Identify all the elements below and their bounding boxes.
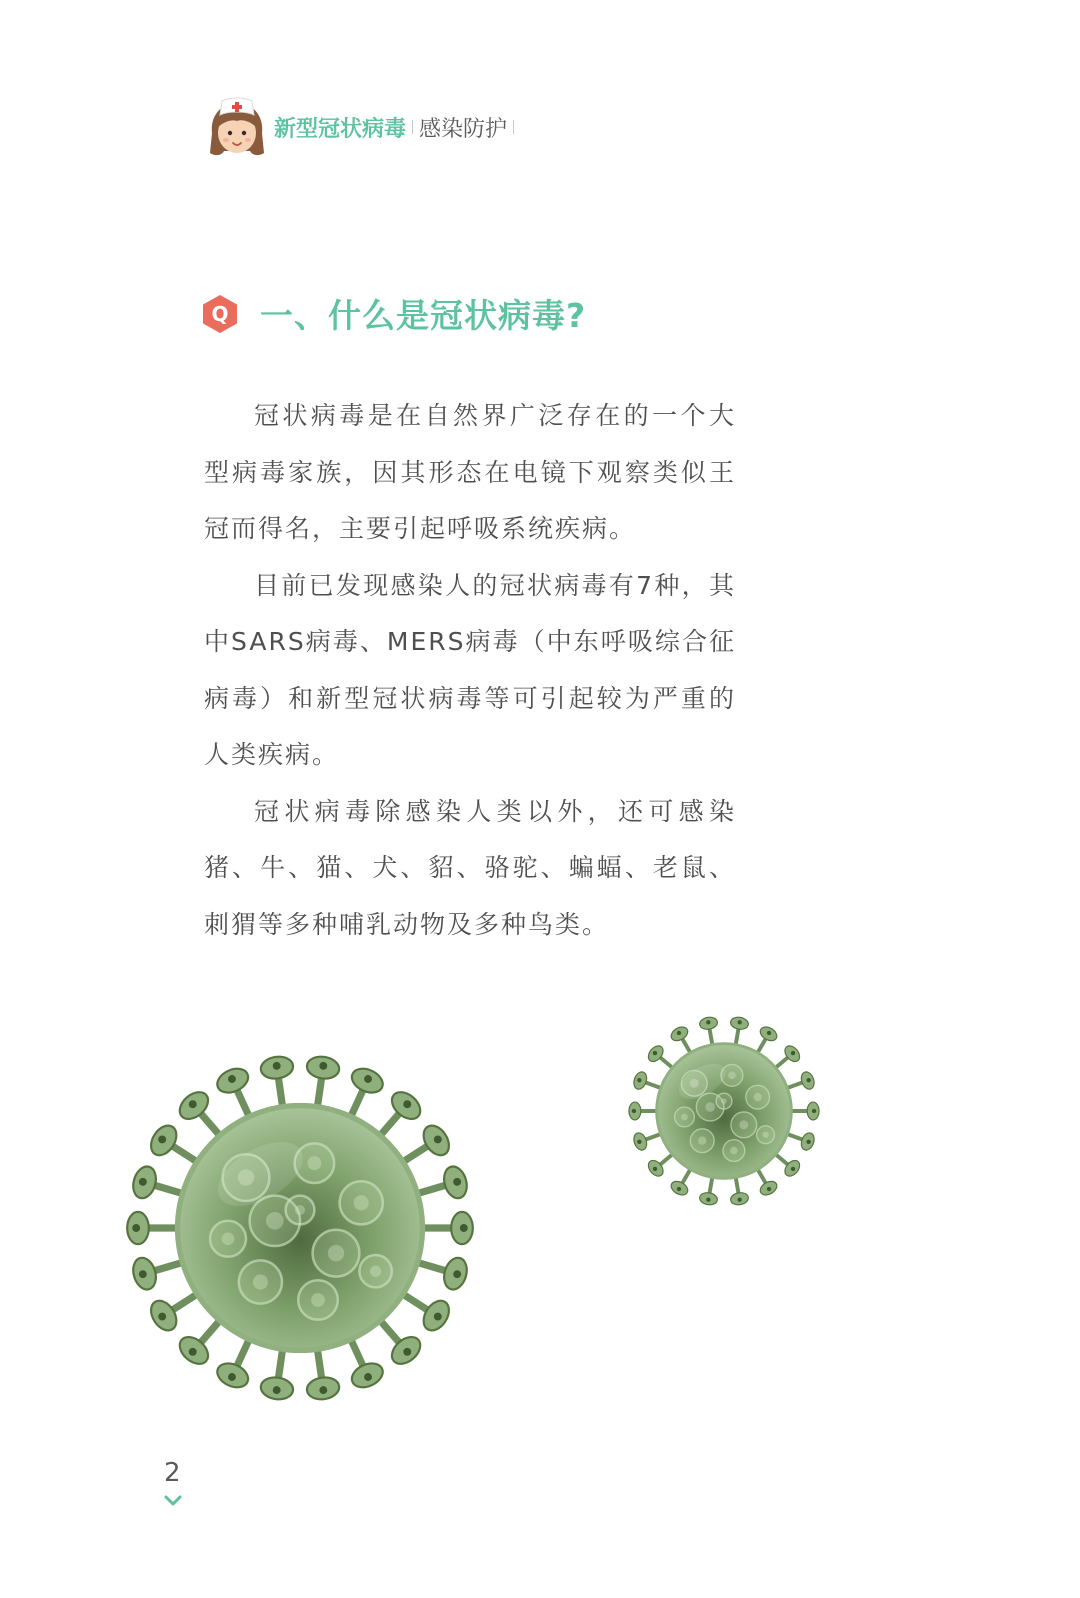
header-divider bbox=[412, 120, 413, 134]
paragraph-definition: 冠状病毒是在自然界广泛存在的一个大型病毒家族，因其形态在电镜下观察类似王冠而得名，主要引起呼吸系统疾病。 bbox=[204, 401, 736, 543]
coronavirus-small-icon bbox=[625, 1012, 823, 1210]
header-divider-end bbox=[513, 120, 514, 134]
paragraph-animal-hosts: 冠状病毒除感染人类以外，还可感染猪、牛、猫、犬、貂、骆驼、蝙蝠、老鼠、刺猬等多种哺乳动物及多种鸟类。 bbox=[204, 796, 736, 939]
header-subtitle: 感染防护 bbox=[419, 116, 508, 142]
running-header bbox=[206, 95, 520, 159]
paragraph-human-strains: 目前已发现感染人的冠状病毒有7种，其中SARS病毒、MERS病毒（中东呼吸综合征病毒）和新型冠状病毒等可引起较为严重的人类疾病。 bbox=[204, 570, 736, 769]
question-title: 一、什么是冠状病毒? bbox=[260, 296, 587, 335]
question-badge-icon bbox=[202, 294, 238, 334]
page-number: 2 bbox=[164, 1458, 181, 1488]
article-body bbox=[204, 388, 736, 953]
coronavirus-large-icon bbox=[120, 1048, 480, 1408]
nurse-avatar-icon bbox=[206, 95, 268, 159]
chevron-down-icon bbox=[164, 1494, 182, 1508]
question-heading bbox=[202, 290, 586, 337]
header-title: 新型冠状病毒 bbox=[274, 116, 407, 142]
question-badge-letter: Q bbox=[211, 301, 229, 326]
